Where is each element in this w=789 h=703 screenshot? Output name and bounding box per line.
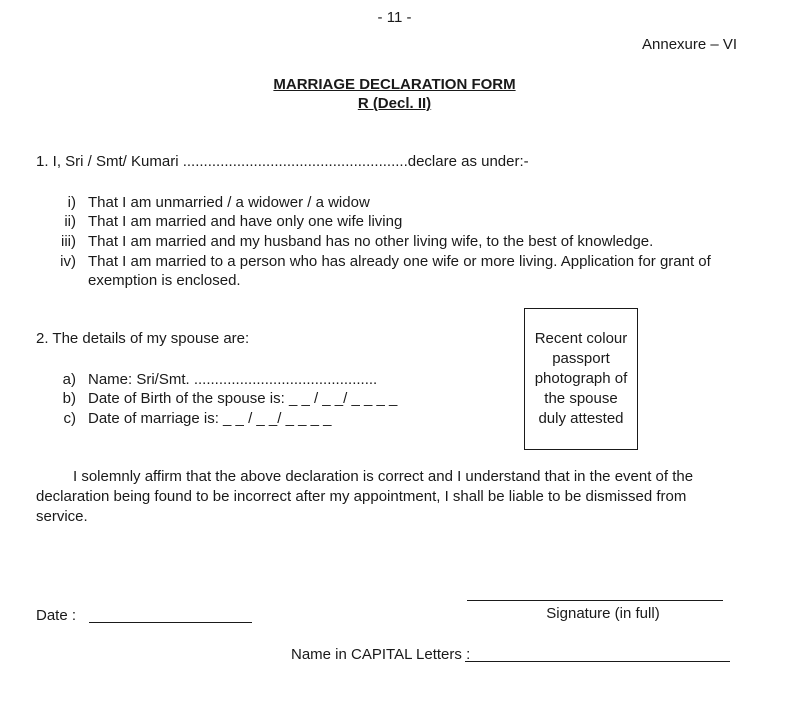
annexure-label: Annexure – VI xyxy=(642,36,738,53)
field-number: c) xyxy=(63,410,76,427)
option-number: i) xyxy=(67,194,76,211)
option-text: That I am married to a person who has already one wife or more living. Application for grant of xyxy=(88,253,711,270)
form-subtitle: R (Decl. II) xyxy=(357,95,432,112)
option-number: iii) xyxy=(61,233,76,250)
marriage-date-field: Date of marriage is: _ _ / _ _/ _ _ _ _ xyxy=(88,410,332,427)
signature-line xyxy=(467,600,723,601)
option-text: That I am unmarried / a widower / a widow xyxy=(88,194,370,211)
option-number: iv) xyxy=(60,253,76,270)
option-text-continued: exemption is enclosed. xyxy=(88,272,241,289)
spouse-name-field: Name: Sri/Smt. ............................................ xyxy=(88,371,378,388)
field-number: a) xyxy=(62,371,76,388)
declaration-statement: 1. I, Sri / Smt/ Kumari ......................................................declare as under:- xyxy=(36,153,529,170)
affirmation-paragraph: I solemnly affirm that the above declaration is correct and I understand that in the event of the declaration being found to be incorrect after my appointment, I shall be liable to be dismissed from service. xyxy=(36,468,694,525)
date-label: Date : xyxy=(36,607,77,624)
option-number: ii) xyxy=(64,213,76,230)
photo-box xyxy=(524,308,638,450)
photo-box-text: Recent colour passport photograph of the spouse duly attested xyxy=(534,330,628,427)
date-line xyxy=(89,622,252,623)
page-number: - 11 - xyxy=(377,9,412,26)
spouse-dob-field: Date of Birth of the spouse is: _ _ / _ _/ _ _ _ _ xyxy=(88,390,398,407)
option-text: That I am married and my husband has no other living wife, to the best of knowledge. xyxy=(88,233,654,250)
spouse-details-heading: 2. The details of my spouse are: xyxy=(36,330,250,347)
signature-label: Signature (in full) xyxy=(546,605,660,622)
form-title: MARRIAGE DECLARATION FORM xyxy=(273,76,516,93)
option-text: That I am married and have only one wife living xyxy=(88,213,403,230)
field-number: b) xyxy=(62,390,76,407)
name-capital-line xyxy=(465,661,730,662)
name-capital-label: Name in CAPITAL Letters : xyxy=(291,646,471,663)
